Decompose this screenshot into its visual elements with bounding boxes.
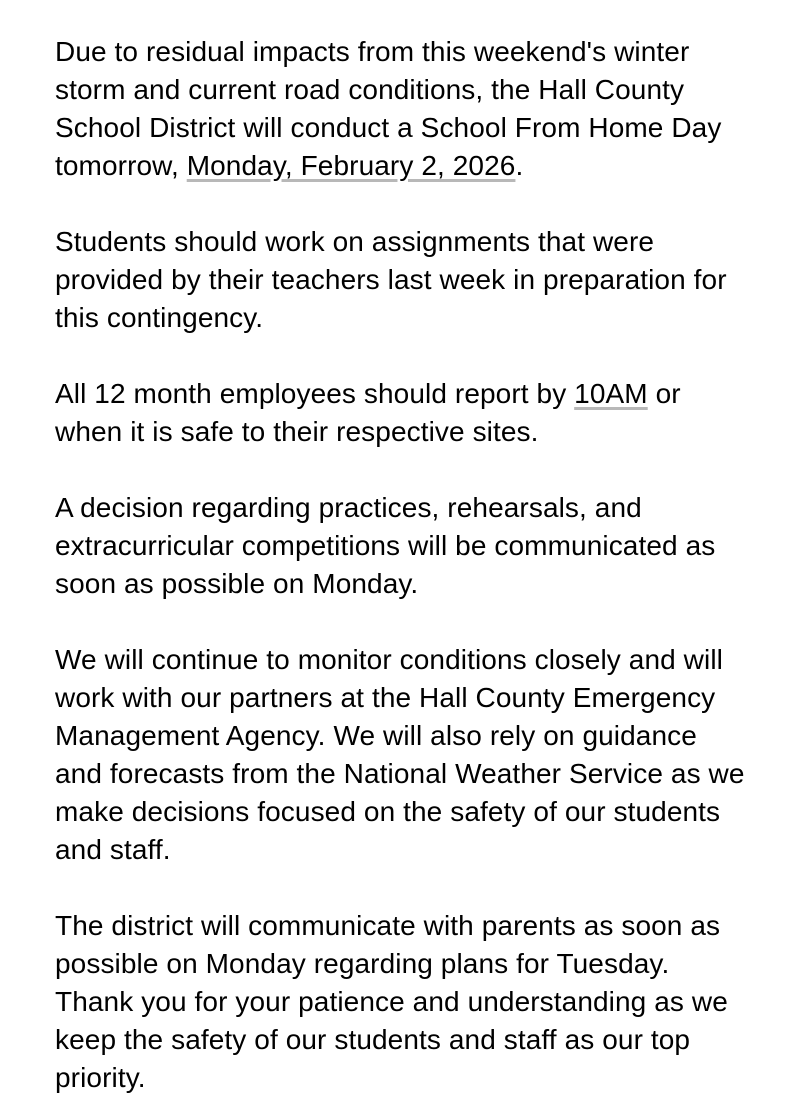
text-segment: The district will communicate with parents as soon as possible on Monday regarding plans for Tuesday. Thank you for your patience and understanding as we keep the safety of our students and staff as our top priority. bbox=[55, 910, 728, 1093]
announcement-body bbox=[55, 33, 750, 1097]
paragraph bbox=[55, 489, 750, 603]
paragraph bbox=[55, 33, 750, 185]
text-segment: A decision regarding practices, rehearsals, and extracurricular competitions will be communicated as soon as possible on Monday. bbox=[55, 492, 716, 599]
text-segment: We will continue to monitor conditions closely and will work with our partners at the Hall County Emergency Management Agency. We will also rely on guidance and forecasts from the National Weather Service as we make decisions focused on the safety of our students and staff. bbox=[55, 644, 745, 865]
text-segment: or when it is safe to their respective sites. bbox=[55, 378, 681, 447]
text-segment: Due to residual impacts from this weekend's winter storm and current road conditions, the Hall County School District will conduct a School From Home Day tomorrow, bbox=[55, 36, 722, 181]
underlined-text: 10AM bbox=[574, 378, 648, 409]
text-segment: . bbox=[515, 150, 524, 181]
paragraph bbox=[55, 223, 750, 337]
text-segment: Students should work on assignments that were provided by their teachers last week in preparation for this contingency. bbox=[55, 226, 727, 333]
text-segment: All 12 month employees should report by bbox=[55, 378, 575, 409]
underlined-text: Monday, February 2, 2026 bbox=[186, 150, 516, 181]
paragraph bbox=[55, 375, 750, 451]
paragraph bbox=[55, 907, 750, 1097]
paragraph bbox=[55, 641, 750, 869]
